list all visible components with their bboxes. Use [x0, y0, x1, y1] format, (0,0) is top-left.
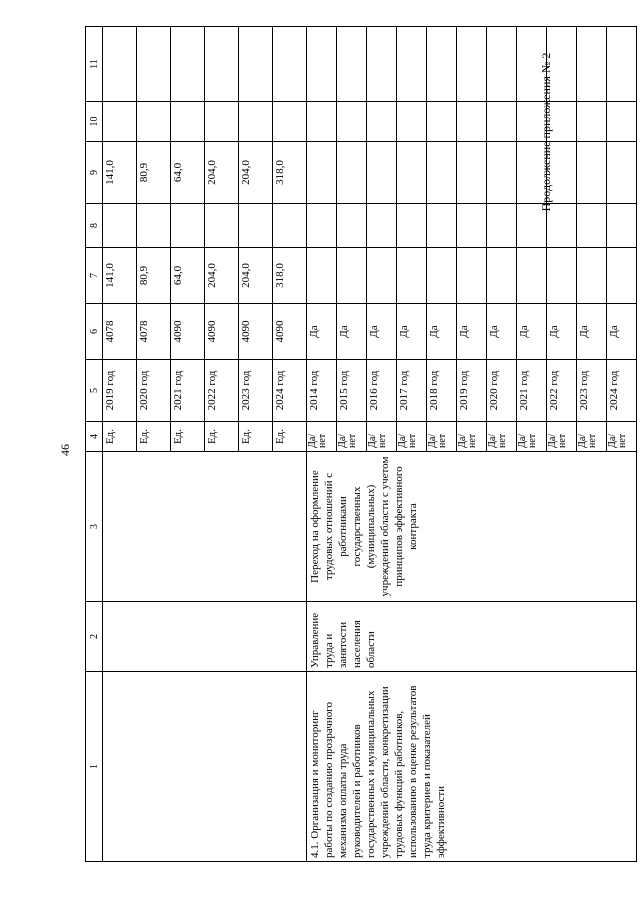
value-cell: 204,0: [205, 142, 239, 204]
value-cell: Да: [397, 304, 427, 360]
empty-cell: [547, 248, 577, 304]
column-header-3: 3: [86, 452, 103, 602]
rotated-table-container: [85, 27, 628, 862]
value-cell: 318,0: [273, 142, 307, 204]
unit-cell: Да/ нет: [457, 422, 487, 452]
empty-cell: [607, 248, 637, 304]
value-cell: 204,0: [205, 248, 239, 304]
empty-cell: [457, 27, 487, 102]
empty-cell: [239, 102, 273, 142]
unit-cell: Ед.: [273, 422, 307, 452]
empty-cell: [517, 248, 547, 304]
empty-cell: [137, 204, 171, 248]
column-header-4: 4: [86, 422, 103, 452]
empty-cell: [103, 602, 307, 672]
value-cell: 64,0: [171, 142, 205, 204]
year-cell: 2021 год: [171, 360, 205, 422]
value-cell: Да: [307, 304, 337, 360]
value-cell: 204,0: [239, 248, 273, 304]
value-cell: 4078: [103, 304, 137, 360]
empty-cell: [517, 102, 547, 142]
value-cell: Да: [367, 304, 397, 360]
empty-cell: [427, 248, 457, 304]
indicator-description: Переход на оформление трудовых отношений с работниками государственных (муниципальных) учреждений области с учетом принципов эффективного контракта: [307, 452, 637, 602]
empty-cell: [137, 102, 171, 142]
year-cell: 2019 год: [103, 360, 137, 422]
empty-cell: [397, 248, 427, 304]
empty-cell: [307, 248, 337, 304]
empty-cell: [273, 204, 307, 248]
year-cell: 2014 год: [307, 360, 337, 422]
column-header-5: 5: [86, 360, 103, 422]
year-cell: 2016 год: [367, 360, 397, 422]
value-cell: Да: [427, 304, 457, 360]
unit-cell: Ед.: [103, 422, 137, 452]
value-cell: Да: [607, 304, 637, 360]
empty-cell: [427, 102, 457, 142]
empty-cell: [171, 27, 205, 102]
empty-cell: [103, 672, 307, 862]
empty-cell: [103, 27, 137, 102]
year-cell: 2024 год: [607, 360, 637, 422]
empty-cell: [337, 27, 367, 102]
empty-cell: [307, 142, 337, 204]
year-cell: 2022 год: [205, 360, 239, 422]
empty-cell: [517, 204, 547, 248]
empty-cell: [427, 142, 457, 204]
page-number: 46: [58, 444, 72, 456]
column-header-8: 8: [86, 204, 103, 248]
empty-cell: [307, 27, 337, 102]
value-cell: 4090: [239, 304, 273, 360]
data-table: [85, 26, 637, 862]
empty-cell: [273, 102, 307, 142]
column-header-11: 11: [86, 27, 103, 102]
unit-cell: Да/ нет: [487, 422, 517, 452]
unit-cell: Ед.: [239, 422, 273, 452]
empty-cell: [337, 142, 367, 204]
unit-cell: Ед.: [137, 422, 171, 452]
column-header-1: 1: [86, 672, 103, 862]
unit-cell: Да/ нет: [547, 422, 577, 452]
empty-cell: [337, 204, 367, 248]
unit-cell: Да/ нет: [337, 422, 367, 452]
empty-cell: [239, 27, 273, 102]
unit-cell: Да/ нет: [517, 422, 547, 452]
empty-cell: [547, 27, 577, 102]
unit-cell: Да/ нет: [577, 422, 607, 452]
unit-cell: Да/ нет: [397, 422, 427, 452]
empty-cell: [239, 204, 273, 248]
empty-cell: [457, 102, 487, 142]
empty-cell: [487, 27, 517, 102]
year-cell: 2022 год: [547, 360, 577, 422]
year-cell: 2023 год: [239, 360, 273, 422]
empty-cell: [273, 27, 307, 102]
empty-cell: [397, 204, 427, 248]
empty-cell: [547, 102, 577, 142]
empty-cell: [517, 142, 547, 204]
empty-cell: [487, 142, 517, 204]
empty-cell: [307, 102, 337, 142]
year-cell: 2021 год: [517, 360, 547, 422]
empty-cell: [577, 204, 607, 248]
value-cell: Да: [547, 304, 577, 360]
year-cell: 2020 год: [487, 360, 517, 422]
empty-cell: [103, 204, 137, 248]
unit-cell: Ед.: [205, 422, 239, 452]
value-cell: Да: [337, 304, 367, 360]
value-cell: 80,9: [137, 248, 171, 304]
value-cell: 64,0: [171, 248, 205, 304]
empty-cell: [487, 248, 517, 304]
empty-cell: [577, 248, 607, 304]
empty-cell: [103, 102, 137, 142]
value-cell: Да: [457, 304, 487, 360]
responsible-executor: Управление труда и занятости населения области: [307, 602, 637, 672]
table-row: [103, 27, 137, 862]
empty-cell: [337, 248, 367, 304]
empty-cell: [367, 248, 397, 304]
value-cell: 4090: [205, 304, 239, 360]
empty-cell: [367, 102, 397, 142]
column-header-6: 6: [86, 304, 103, 360]
empty-cell: [457, 204, 487, 248]
empty-cell: [171, 102, 205, 142]
empty-cell: [367, 142, 397, 204]
empty-cell: [103, 452, 307, 602]
year-cell: 2018 год: [427, 360, 457, 422]
year-cell: 2015 год: [337, 360, 367, 422]
empty-cell: [205, 102, 239, 142]
empty-cell: [607, 102, 637, 142]
empty-cell: [487, 204, 517, 248]
year-cell: 2019 год: [457, 360, 487, 422]
value-cell: 204,0: [239, 142, 273, 204]
year-cell: 2017 год: [397, 360, 427, 422]
empty-cell: [397, 102, 427, 142]
value-cell: 318,0: [273, 248, 307, 304]
column-header-2: 2: [86, 602, 103, 672]
value-cell: 80,9: [137, 142, 171, 204]
empty-cell: [367, 27, 397, 102]
value-cell: 4090: [171, 304, 205, 360]
value-cell: Да: [487, 304, 517, 360]
empty-cell: [137, 27, 171, 102]
empty-cell: [205, 204, 239, 248]
empty-cell: [577, 142, 607, 204]
empty-cell: [547, 204, 577, 248]
value-cell: 141,0: [103, 142, 137, 204]
year-cell: 2024 год: [273, 360, 307, 422]
year-cell: 2023 год: [577, 360, 607, 422]
column-header-9: 9: [86, 142, 103, 204]
unit-cell: Да/ нет: [607, 422, 637, 452]
value-cell: Да: [517, 304, 547, 360]
unit-cell: Да/ нет: [367, 422, 397, 452]
unit-cell: Ед.: [171, 422, 205, 452]
empty-cell: [205, 27, 239, 102]
appendix-caption: Продолжение приложения № 2: [539, 52, 553, 212]
column-header-10: 10: [86, 102, 103, 142]
empty-cell: [487, 102, 517, 142]
empty-cell: [427, 204, 457, 248]
empty-cell: [607, 27, 637, 102]
empty-cell: [337, 102, 367, 142]
empty-cell: [577, 102, 607, 142]
measure-description: 4.1. Организация и мониторинг работы по созданию прозрачного механизма оплаты труда руководителей и работников государственных и муниципальных учреждений области, конкретизации трудовых функций работников, использованию в оценке результатов труда критериев и показателей эффективности: [307, 672, 637, 862]
empty-cell: [397, 142, 427, 204]
empty-cell: [427, 27, 457, 102]
unit-cell: Да/ нет: [307, 422, 337, 452]
value-cell: 4078: [137, 304, 171, 360]
empty-cell: [171, 204, 205, 248]
value-cell: 141,0: [103, 248, 137, 304]
header-row: [86, 27, 103, 862]
empty-cell: [367, 204, 397, 248]
empty-cell: [457, 248, 487, 304]
empty-cell: [577, 27, 607, 102]
empty-cell: [607, 142, 637, 204]
empty-cell: [517, 27, 547, 102]
empty-cell: [607, 204, 637, 248]
empty-cell: [307, 204, 337, 248]
value-cell: 4090: [273, 304, 307, 360]
value-cell: Да: [577, 304, 607, 360]
unit-cell: Да/ нет: [427, 422, 457, 452]
year-cell: 2020 год: [137, 360, 171, 422]
column-header-7: 7: [86, 248, 103, 304]
table-row: [307, 27, 337, 862]
empty-cell: [457, 142, 487, 204]
empty-cell: [547, 142, 577, 204]
empty-cell: [397, 27, 427, 102]
